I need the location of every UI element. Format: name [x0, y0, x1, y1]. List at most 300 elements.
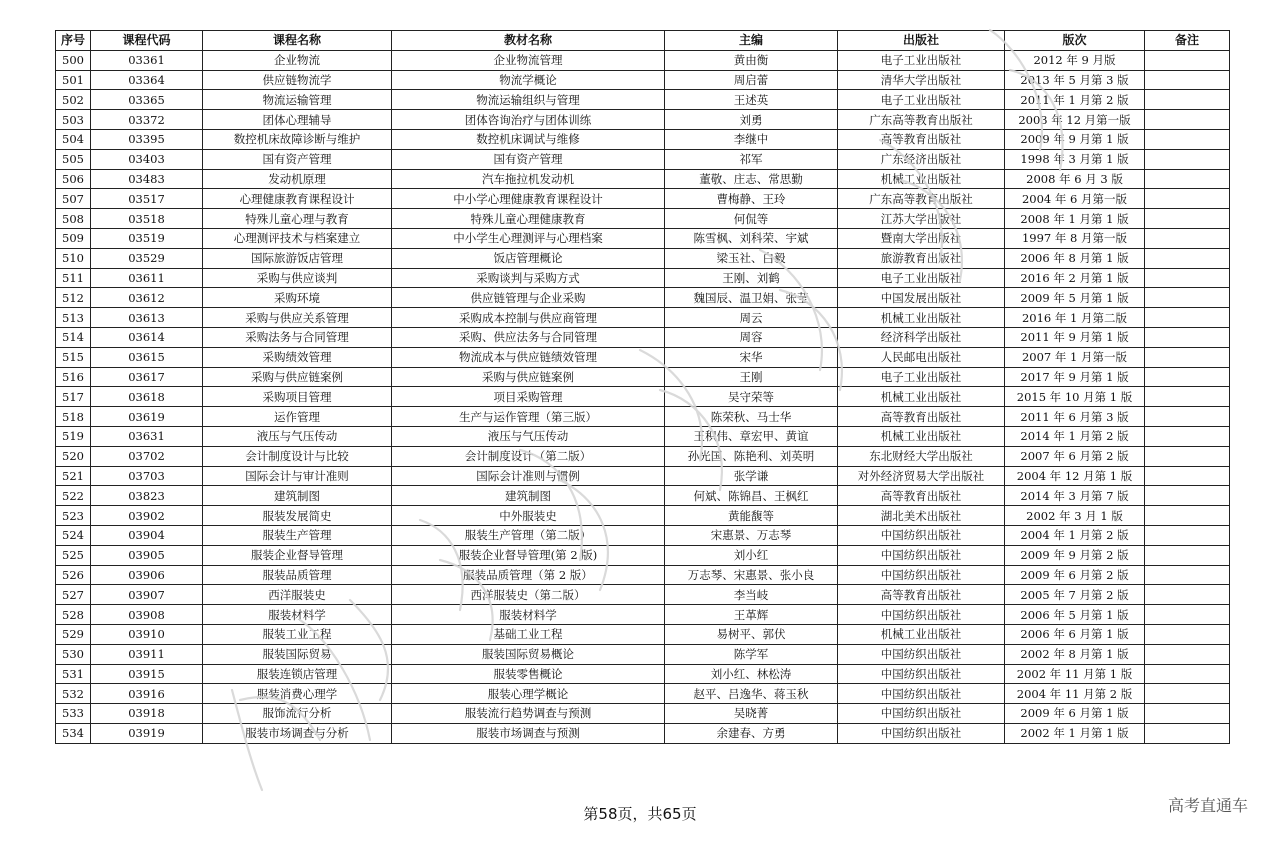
table-row: [56, 149, 1230, 169]
cell-remarks: [1145, 228, 1230, 248]
cell-editor: 易树平、郭伏: [665, 624, 838, 644]
cell-course-code: 03365: [91, 90, 203, 110]
cell-seq: 523: [56, 506, 91, 526]
cell-publisher: 中国纺织出版社: [838, 525, 1005, 545]
cell-seq: 507: [56, 189, 91, 209]
page-number: 第58页，共65页: [583, 805, 697, 823]
cell-edition: 2007 年 1 月第一版: [1005, 347, 1145, 367]
cell-edition: 2008 年 6 月 3 版: [1005, 169, 1145, 189]
table-body: [56, 50, 1230, 743]
cell-edition: 2006 年 5 月第 1 版: [1005, 605, 1145, 625]
table-row: [56, 169, 1230, 189]
cell-publisher: 中国纺织出版社: [838, 644, 1005, 664]
cell-textbook-name: 采购谈判与采购方式: [392, 268, 665, 288]
cell-course-code: 03919: [91, 723, 203, 743]
cell-course-code: 03902: [91, 506, 203, 526]
cell-remarks: [1145, 684, 1230, 704]
cell-editor: 刘小红、林松涛: [665, 664, 838, 684]
cell-publisher: 清华大学出版社: [838, 70, 1005, 90]
cell-editor: 吴晓菁: [665, 704, 838, 724]
cell-course-code: 03631: [91, 426, 203, 446]
cell-editor: 陈学军: [665, 644, 838, 664]
cell-course-code: 03916: [91, 684, 203, 704]
cell-publisher: 中国纺织出版社: [838, 704, 1005, 724]
cell-edition: 2015 年 10 月第 1 版: [1005, 387, 1145, 407]
cell-edition: 2009 年 6 月第 1 版: [1005, 704, 1145, 724]
cell-editor: 刘小红: [665, 545, 838, 565]
cell-editor: 祁军: [665, 149, 838, 169]
table-row: [56, 644, 1230, 664]
cell-remarks: [1145, 288, 1230, 308]
cell-course-code: 03907: [91, 585, 203, 605]
course-textbook-table: [55, 30, 1230, 744]
table-row: [56, 525, 1230, 545]
cell-editor: 刘勇: [665, 110, 838, 130]
cell-edition: 2009 年 9 月第 1 版: [1005, 129, 1145, 149]
cell-editor: 陈荣秋、马士华: [665, 407, 838, 427]
cell-seq: 511: [56, 268, 91, 288]
cell-remarks: [1145, 545, 1230, 565]
cell-seq: 516: [56, 367, 91, 387]
cell-seq: 529: [56, 624, 91, 644]
cell-course-code: 03517: [91, 189, 203, 209]
table-row: [56, 268, 1230, 288]
cell-editor: 梁玉社、白毅: [665, 248, 838, 268]
table-row: [56, 70, 1230, 90]
table-row: [56, 684, 1230, 704]
cell-course-code: 03823: [91, 486, 203, 506]
cell-remarks: [1145, 446, 1230, 466]
cell-publisher: 广东高等教育出版社: [838, 110, 1005, 130]
cell-edition: 2014 年 1 月第 2 版: [1005, 426, 1145, 446]
cell-textbook-name: 西洋服装史（第二版）: [392, 585, 665, 605]
cell-publisher: 高等教育出版社: [838, 486, 1005, 506]
cell-remarks: [1145, 189, 1230, 209]
cell-course-name: 服装材料学: [203, 605, 392, 625]
cell-seq: 527: [56, 585, 91, 605]
cell-remarks: [1145, 169, 1230, 189]
cell-course-name: 采购与供应谈判: [203, 268, 392, 288]
cell-textbook-name: 基础工业工程: [392, 624, 665, 644]
cell-course-code: 03364: [91, 70, 203, 90]
cell-textbook-name: 会计制度设计（第二版）: [392, 446, 665, 466]
cell-textbook-name: 项目采购管理: [392, 387, 665, 407]
cell-course-code: 03904: [91, 525, 203, 545]
cell-textbook-name: 饭店管理概论: [392, 248, 665, 268]
table-row: [56, 407, 1230, 427]
cell-seq: 515: [56, 347, 91, 367]
cell-publisher: 中国纺织出版社: [838, 684, 1005, 704]
cell-textbook-name: 服装市场调查与预测: [392, 723, 665, 743]
table-row: [56, 486, 1230, 506]
cell-textbook-name: 服装国际贸易概论: [392, 644, 665, 664]
cell-course-name: 企业物流: [203, 50, 392, 70]
cell-seq: 501: [56, 70, 91, 90]
cell-publisher: 旅游教育出版社: [838, 248, 1005, 268]
cell-publisher: 广东经济出版社: [838, 149, 1005, 169]
cell-edition: 2009 年 9 月第 2 版: [1005, 545, 1145, 565]
cell-textbook-name: 服装企业督导管理(第 2 版): [392, 545, 665, 565]
cell-remarks: [1145, 248, 1230, 268]
cell-publisher: 机械工业出版社: [838, 426, 1005, 446]
brand-watermark-label: 高考直通车: [1167, 796, 1248, 815]
cell-textbook-name: 企业物流管理: [392, 50, 665, 70]
cell-editor: 周云: [665, 308, 838, 328]
cell-course-name: 西洋服装史: [203, 585, 392, 605]
cell-publisher: 中国纺织出版社: [838, 664, 1005, 684]
table-row: [56, 248, 1230, 268]
cell-publisher: 中国纺织出版社: [838, 545, 1005, 565]
cell-textbook-name: 服装材料学: [392, 605, 665, 625]
cell-publisher: 机械工业出版社: [838, 387, 1005, 407]
cell-publisher: 湖北美术出版社: [838, 506, 1005, 526]
cell-course-name: 物流运输管理: [203, 90, 392, 110]
cell-course-name: 服装工业工程: [203, 624, 392, 644]
cell-seq: 526: [56, 565, 91, 585]
cell-textbook-name: 团体咨询治疗与团体训练: [392, 110, 665, 130]
cell-editor: 魏国辰、温卫娟、张莹: [665, 288, 838, 308]
cell-course-name: 服装企业督导管理: [203, 545, 392, 565]
cell-publisher: 江苏大学出版社: [838, 209, 1005, 229]
cell-remarks: [1145, 367, 1230, 387]
cell-publisher: 中国纺织出版社: [838, 723, 1005, 743]
cell-course-name: 国际会计与审计准则: [203, 466, 392, 486]
cell-edition: 2011 年 6 月第 3 版: [1005, 407, 1145, 427]
cell-remarks: [1145, 90, 1230, 110]
cell-publisher: 暨南大学出版社: [838, 228, 1005, 248]
cell-course-code: 03911: [91, 644, 203, 664]
cell-textbook-name: 液压与气压传动: [392, 426, 665, 446]
cell-seq: 514: [56, 327, 91, 347]
cell-textbook-name: 服装生产管理（第二版）: [392, 525, 665, 545]
cell-course-code: 03615: [91, 347, 203, 367]
cell-seq: 528: [56, 605, 91, 625]
table-row: [56, 545, 1230, 565]
cell-edition: 2009 年 5 月第 1 版: [1005, 288, 1145, 308]
header-textbook-name: 教材名称: [392, 31, 665, 51]
cell-textbook-name: 中小学生心理测评与心理档案: [392, 228, 665, 248]
cell-course-name: 液压与气压传动: [203, 426, 392, 446]
cell-course-name: 采购与供应链案例: [203, 367, 392, 387]
cell-course-code: 03619: [91, 407, 203, 427]
cell-publisher: 电子工业出版社: [838, 50, 1005, 70]
cell-course-name: 服装生产管理: [203, 525, 392, 545]
cell-course-name: 服装消费心理学: [203, 684, 392, 704]
cell-edition: 2002 年 3 月 1 版: [1005, 506, 1145, 526]
table-row: [56, 585, 1230, 605]
cell-seq: 532: [56, 684, 91, 704]
cell-editor: 曹梅静、王玲: [665, 189, 838, 209]
cell-seq: 522: [56, 486, 91, 506]
cell-seq: 500: [56, 50, 91, 70]
cell-course-code: 03483: [91, 169, 203, 189]
cell-course-name: 服装国际贸易: [203, 644, 392, 664]
cell-course-code: 03618: [91, 387, 203, 407]
cell-editor: 何侃等: [665, 209, 838, 229]
cell-edition: 2016 年 2 月第 1 版: [1005, 268, 1145, 288]
cell-publisher: 高等教育出版社: [838, 407, 1005, 427]
cell-seq: 517: [56, 387, 91, 407]
cell-textbook-name: 服装心理学概论: [392, 684, 665, 704]
cell-textbook-name: 供应链管理与企业采购: [392, 288, 665, 308]
cell-remarks: [1145, 209, 1230, 229]
cell-edition: 2017 年 9 月第 1 版: [1005, 367, 1145, 387]
cell-editor: 宋华: [665, 347, 838, 367]
cell-remarks: [1145, 664, 1230, 684]
cell-edition: 2006 年 8 月第 1 版: [1005, 248, 1145, 268]
cell-publisher: 机械工业出版社: [838, 169, 1005, 189]
cell-edition: 2002 年 11 月第 1 版: [1005, 664, 1145, 684]
cell-editor: 张学谦: [665, 466, 838, 486]
cell-seq: 520: [56, 446, 91, 466]
cell-textbook-name: 国有资产管理: [392, 149, 665, 169]
table-row: [56, 327, 1230, 347]
cell-course-code: 03361: [91, 50, 203, 70]
header-publisher: 出版社: [838, 31, 1005, 51]
cell-seq: 533: [56, 704, 91, 724]
table-header-row: [56, 31, 1230, 51]
cell-textbook-name: 建筑制图: [392, 486, 665, 506]
cell-remarks: [1145, 624, 1230, 644]
cell-publisher: 高等教育出版社: [838, 129, 1005, 149]
cell-edition: 2005 年 7 月第 2 版: [1005, 585, 1145, 605]
cell-edition: 2002 年 8 月第 1 版: [1005, 644, 1145, 664]
cell-seq: 513: [56, 308, 91, 328]
cell-seq: 503: [56, 110, 91, 130]
table-row: [56, 209, 1230, 229]
cell-course-name: 发动机原理: [203, 169, 392, 189]
cell-course-code: 03395: [91, 129, 203, 149]
cell-publisher: 经济科学出版社: [838, 327, 1005, 347]
table-row: [56, 189, 1230, 209]
cell-remarks: [1145, 723, 1230, 743]
cell-publisher: 中国发展出版社: [838, 288, 1005, 308]
cell-course-code: 03518: [91, 209, 203, 229]
table-row: [56, 129, 1230, 149]
cell-editor: 陈雪枫、刘科荣、宇斌: [665, 228, 838, 248]
cell-seq: 512: [56, 288, 91, 308]
cell-publisher: 广东高等教育出版社: [838, 189, 1005, 209]
cell-remarks: [1145, 110, 1230, 130]
cell-course-name: 服饰流行分析: [203, 704, 392, 724]
cell-course-name: 采购与供应关系管理: [203, 308, 392, 328]
cell-edition: 1998 年 3 月第 1 版: [1005, 149, 1145, 169]
cell-course-name: 服装品质管理: [203, 565, 392, 585]
cell-publisher: 电子工业出版社: [838, 367, 1005, 387]
cell-editor: 黄由衡: [665, 50, 838, 70]
table-row: [56, 446, 1230, 466]
cell-remarks: [1145, 327, 1230, 347]
cell-course-code: 03614: [91, 327, 203, 347]
cell-editor: 李当岐: [665, 585, 838, 605]
cell-editor: 王革辉: [665, 605, 838, 625]
cell-remarks: [1145, 565, 1230, 585]
cell-publisher: 中国纺织出版社: [838, 565, 1005, 585]
table-row: [56, 228, 1230, 248]
cell-seq: 521: [56, 466, 91, 486]
cell-course-name: 运作管理: [203, 407, 392, 427]
cell-course-name: 心理测评技术与档案建立: [203, 228, 392, 248]
cell-textbook-name: 采购、供应法务与合同管理: [392, 327, 665, 347]
table-row: [56, 624, 1230, 644]
cell-textbook-name: 服装品质管理（第 2 版）: [392, 565, 665, 585]
cell-editor: 宋惠景、万志琴: [665, 525, 838, 545]
cell-textbook-name: 生产与运作管理（第三版）: [392, 407, 665, 427]
cell-seq: 518: [56, 407, 91, 427]
cell-editor: 孙光国、陈艳利、刘英明: [665, 446, 838, 466]
cell-seq: 531: [56, 664, 91, 684]
table-row: [56, 506, 1230, 526]
cell-edition: 2014 年 3 月第 7 版: [1005, 486, 1145, 506]
cell-seq: 509: [56, 228, 91, 248]
cell-seq: 534: [56, 723, 91, 743]
cell-course-code: 03910: [91, 624, 203, 644]
cell-remarks: [1145, 605, 1230, 625]
table-row: [56, 605, 1230, 625]
cell-course-code: 03519: [91, 228, 203, 248]
cell-editor: 赵平、吕逸华、蒋玉秋: [665, 684, 838, 704]
cell-remarks: [1145, 426, 1230, 446]
cell-edition: 2004 年 6 月第一版: [1005, 189, 1145, 209]
cell-edition: 2008 年 1 月第 1 版: [1005, 209, 1145, 229]
cell-edition: 2004 年 11 月第 2 版: [1005, 684, 1145, 704]
cell-edition: 1997 年 8 月第一版: [1005, 228, 1145, 248]
cell-edition: 2004 年 12 月第 1 版: [1005, 466, 1145, 486]
cell-textbook-name: 服装零售概论: [392, 664, 665, 684]
cell-remarks: [1145, 50, 1230, 70]
cell-textbook-name: 国际会计准则与惯例: [392, 466, 665, 486]
cell-publisher: 中国纺织出版社: [838, 605, 1005, 625]
table-row: [56, 723, 1230, 743]
cell-course-code: 03612: [91, 288, 203, 308]
cell-course-name: 特殊儿童心理与教育: [203, 209, 392, 229]
cell-course-name: 采购法务与合同管理: [203, 327, 392, 347]
cell-course-code: 03611: [91, 268, 203, 288]
cell-textbook-name: 汽车拖拉机发动机: [392, 169, 665, 189]
table-row: [56, 367, 1230, 387]
cell-editor: 何斌、陈锦昌、王枫红: [665, 486, 838, 506]
cell-editor: 吴守荣等: [665, 387, 838, 407]
cell-publisher: 东北财经大学出版社: [838, 446, 1005, 466]
cell-edition: 2011 年 9 月第 1 版: [1005, 327, 1145, 347]
cell-editor: 王述英: [665, 90, 838, 110]
cell-publisher: 机械工业出版社: [838, 308, 1005, 328]
cell-remarks: [1145, 486, 1230, 506]
cell-course-name: 心理健康教育课程设计: [203, 189, 392, 209]
table-row: [56, 387, 1230, 407]
cell-textbook-name: 物流成本与供应链绩效管理: [392, 347, 665, 367]
table-row: [56, 704, 1230, 724]
cell-seq: 519: [56, 426, 91, 446]
cell-publisher: 高等教育出版社: [838, 585, 1005, 605]
cell-course-name: 团体心理辅导: [203, 110, 392, 130]
cell-edition: 2012 年 9 月版: [1005, 50, 1145, 70]
cell-course-code: 03529: [91, 248, 203, 268]
cell-editor: 董敬、庄志、常思勤: [665, 169, 838, 189]
cell-course-code: 03617: [91, 367, 203, 387]
cell-remarks: [1145, 70, 1230, 90]
table-row: [56, 50, 1230, 70]
table-row: [56, 90, 1230, 110]
cell-course-name: 建筑制图: [203, 486, 392, 506]
cell-edition: 2013 年 5 月第 3 版: [1005, 70, 1145, 90]
table-row: [56, 288, 1230, 308]
header-edition: 版次: [1005, 31, 1145, 51]
table-row: [56, 308, 1230, 328]
header-course-code: 课程代码: [91, 31, 203, 51]
cell-remarks: [1145, 268, 1230, 288]
cell-edition: 2003 年 12 月第一版: [1005, 110, 1145, 130]
cell-course-name: 采购项目管理: [203, 387, 392, 407]
table-row: [56, 110, 1230, 130]
cell-editor: 周容: [665, 327, 838, 347]
cell-editor: 李继中: [665, 129, 838, 149]
cell-course-name: 采购绩效管理: [203, 347, 392, 367]
cell-publisher: 机械工业出版社: [838, 624, 1005, 644]
cell-editor: 黄能馥等: [665, 506, 838, 526]
header-seq: 序号: [56, 31, 91, 51]
cell-editor: 王刚: [665, 367, 838, 387]
cell-course-code: 03918: [91, 704, 203, 724]
cell-remarks: [1145, 525, 1230, 545]
cell-seq: 510: [56, 248, 91, 268]
cell-seq: 525: [56, 545, 91, 565]
cell-remarks: [1145, 129, 1230, 149]
cell-remarks: [1145, 347, 1230, 367]
header-course-name: 课程名称: [203, 31, 392, 51]
cell-publisher: 电子工业出版社: [838, 268, 1005, 288]
cell-editor: 余建春、方勇: [665, 723, 838, 743]
table-row: [56, 347, 1230, 367]
cell-remarks: [1145, 644, 1230, 664]
header-remarks: 备注: [1145, 31, 1230, 51]
cell-seq: 502: [56, 90, 91, 110]
cell-editor: 万志琴、宋惠景、张小良: [665, 565, 838, 585]
cell-publisher: 人民邮电出版社: [838, 347, 1005, 367]
cell-course-name: 国有资产管理: [203, 149, 392, 169]
cell-seq: 530: [56, 644, 91, 664]
cell-course-code: 03702: [91, 446, 203, 466]
cell-edition: 2004 年 1 月第 2 版: [1005, 525, 1145, 545]
table-row: [56, 565, 1230, 585]
cell-course-code: 03703: [91, 466, 203, 486]
cell-seq: 505: [56, 149, 91, 169]
cell-textbook-name: 采购与供应链案例: [392, 367, 665, 387]
cell-textbook-name: 服装流行趋势调查与预测: [392, 704, 665, 724]
cell-course-name: 服装连锁店管理: [203, 664, 392, 684]
cell-seq: 506: [56, 169, 91, 189]
cell-edition: 2016 年 1 月第二版: [1005, 308, 1145, 328]
cell-textbook-name: 数控机床调试与维修: [392, 129, 665, 149]
header-editor: 主编: [665, 31, 838, 51]
table-row: [56, 466, 1230, 486]
cell-remarks: [1145, 387, 1230, 407]
cell-seq: 508: [56, 209, 91, 229]
cell-remarks: [1145, 585, 1230, 605]
cell-edition: 2009 年 6 月第 2 版: [1005, 565, 1145, 585]
cell-edition: 2011 年 1 月第 2 版: [1005, 90, 1145, 110]
cell-edition: 2002 年 1 月第 1 版: [1005, 723, 1145, 743]
cell-textbook-name: 中外服装史: [392, 506, 665, 526]
cell-textbook-name: 采购成本控制与供应商管理: [392, 308, 665, 328]
cell-course-name: 服装发展简史: [203, 506, 392, 526]
cell-seq: 504: [56, 129, 91, 149]
cell-course-code: 03908: [91, 605, 203, 625]
cell-textbook-name: 物流运输组织与管理: [392, 90, 665, 110]
cell-remarks: [1145, 704, 1230, 724]
cell-course-code: 03906: [91, 565, 203, 585]
cell-course-name: 数控机床故障诊断与维护: [203, 129, 392, 149]
